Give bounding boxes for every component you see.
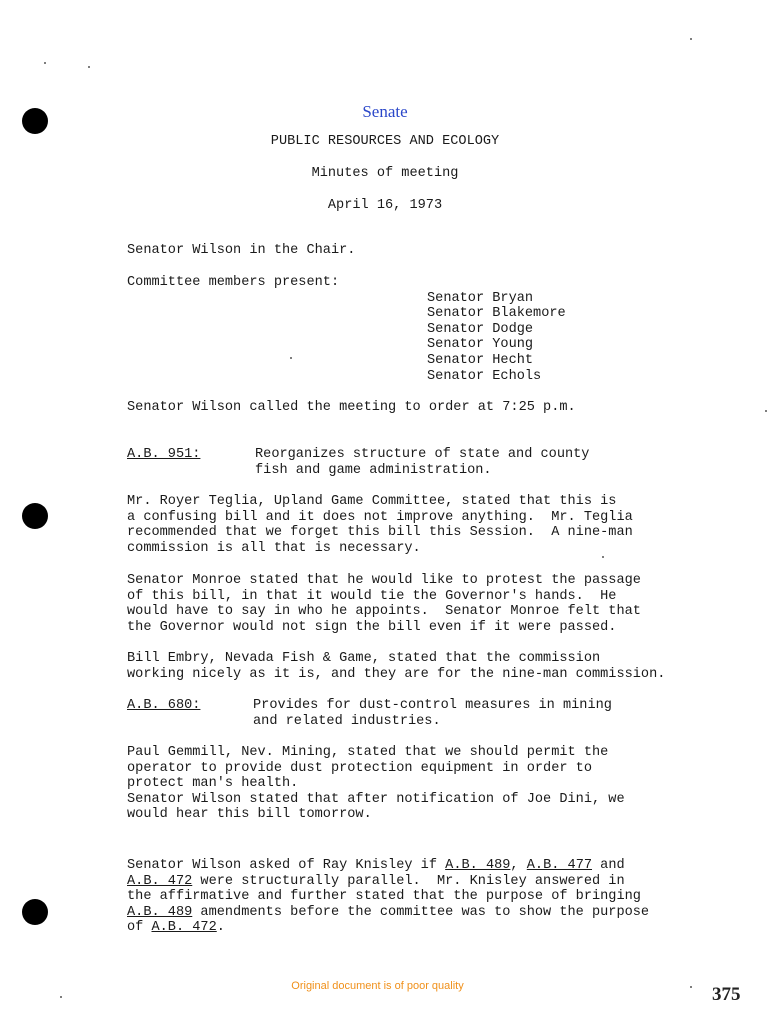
bill-ref: A.B. 489 <box>127 904 193 920</box>
punch-hole-bottom <box>22 899 48 925</box>
member-name: Senator Dodge <box>427 321 534 337</box>
bill-2-description: Provides for dust-control measures in mining and related industries. <box>253 698 612 729</box>
member-name: Senator Hecht <box>427 352 534 368</box>
member-name: Senator Bryan <box>427 290 534 306</box>
scan-speck <box>44 62 46 64</box>
bill-2-id: A.B. 680: <box>127 698 201 713</box>
bill-1-description: Reorganizes structure of state and county fish and game administration. <box>255 447 590 478</box>
senate-heading: Senate <box>362 102 408 121</box>
poor-quality-note: Original document is of poor quality <box>291 980 464 992</box>
scan-speck <box>690 38 692 40</box>
bill-ref: A.B. 472 <box>127 873 193 889</box>
scan-speck <box>290 357 292 359</box>
bill-1-statement-monroe: Senator Monroe stated that he would like to protest the passage of this bill, in that it would tie the Governor's hands. He would have to say in who he appoints. Senator Monroe felt that the Governor would not sign the bill even if it were passed. <box>127 573 641 635</box>
members-list <box>427 275 566 384</box>
call-to-order: Senator Wilson called the meeting to order at 7:25 p.m. <box>127 400 576 415</box>
bill-1-testimony-teglia: Mr. Royer Teglia, Upland Game Committee, stated that this is a confusing bill and it does not improve anything. Mr. Teglia recommended that we forget this bill this Session. A nine-man commission is all that is necessary. <box>127 494 633 556</box>
minutes-title: Minutes of meeting <box>311 166 459 181</box>
meeting-date: April 16, 1973 <box>327 198 443 213</box>
chair-line: Senator Wilson in the Chair. <box>127 243 356 258</box>
bill-ref: A.B. 472 <box>151 920 217 936</box>
scan-speck <box>60 996 62 998</box>
punch-hole-middle <box>22 503 48 529</box>
bill-1-id: A.B. 951: <box>127 447 201 462</box>
bill-2-testimony-gemmill: Paul Gemmill, Nev. Mining, stated that we should permit the operator to provide dust protection equipment in order to protect man's health. Senator Wilson stated that after notification of Joe Dini, we would hear this bill tomorrow. <box>127 745 625 823</box>
member-name: Senator Echols <box>427 368 542 384</box>
page-number: 375 <box>712 984 741 1005</box>
scan-speck <box>765 410 767 412</box>
committee-title: PUBLIC RESOURCES AND ECOLOGY <box>270 134 500 149</box>
bill-ref: A.B. 489 <box>445 858 511 873</box>
member-name: Senator Young <box>427 337 534 353</box>
members-label: Committee members present: <box>127 275 340 290</box>
final-paragraph: Senator Wilson asked of Ray Knisley if A.B. 489, A.B. 477 and A.B. 472 were structurally parallel. Mr. Knisley answered in the affirmative and further stated that the purpose of bringing A.B. 489 amendments before the committee was to show the purpose of A.B. 472. <box>127 858 650 936</box>
bill-1-testimony-embry: Bill Embry, Nevada Fish & Game, stated that the commission working nicely as it is, and they are for the nine-man commission. <box>127 651 666 682</box>
bill-ref: A.B. 477 <box>526 858 593 873</box>
scan-speck <box>88 66 90 68</box>
member-name: Senator Blakemore <box>427 306 566 322</box>
